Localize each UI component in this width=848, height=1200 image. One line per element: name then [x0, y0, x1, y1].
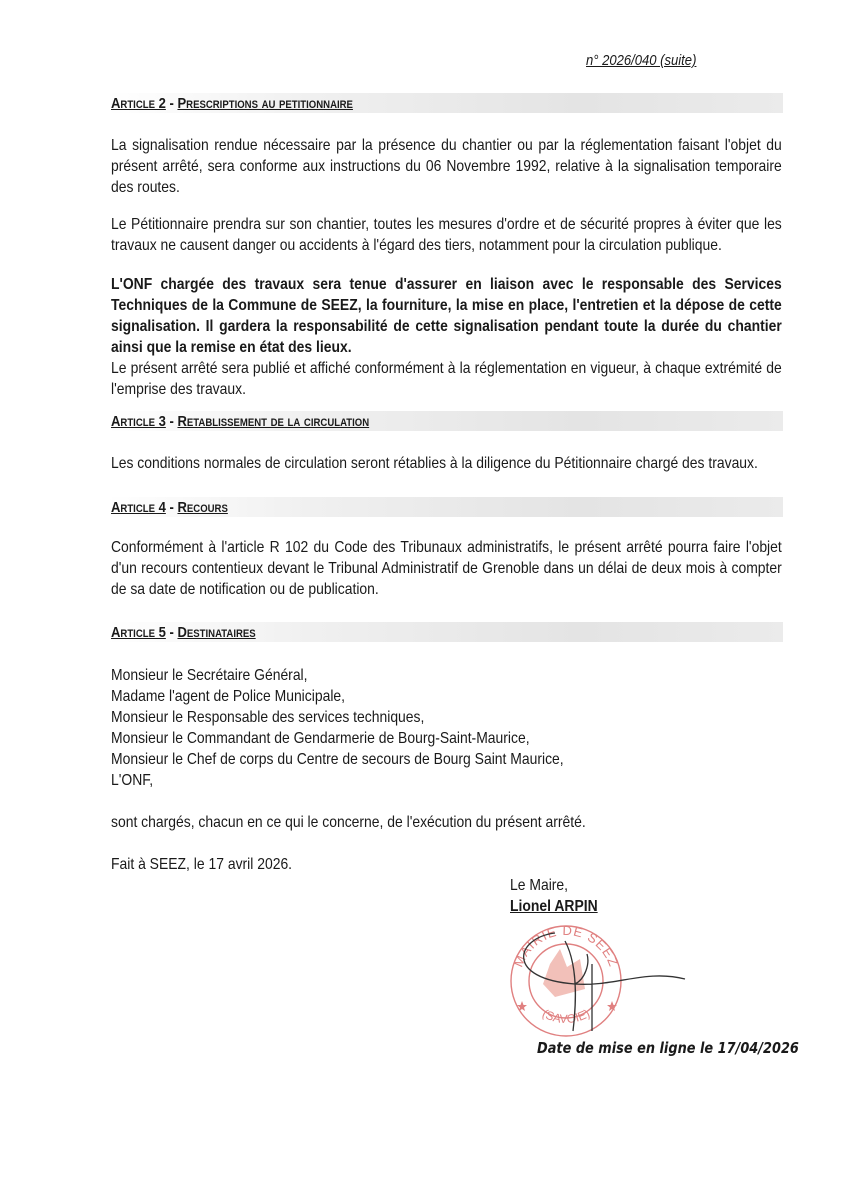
article-title: Recours: [177, 499, 228, 516]
article-number: Article 2: [111, 95, 166, 112]
paragraph: Les conditions normales de circulation seront rétablies à la diligence du Pétitionnaire chargé des travaux.: [111, 455, 758, 472]
article-5-heading: Article 5 - Destinataires: [111, 624, 256, 641]
article-title: Destinataires: [177, 624, 256, 641]
recipient: Monsieur le Secrétaire Général,: [111, 667, 308, 684]
stamp-bottom-text: (SAVOIE): [539, 1006, 593, 1027]
paragraph-bold: L'ONF chargée des travaux sera tenue d'assurer en liaison avec le responsable des Services Techniques de la Commune de SEEZ, la fourniture, la mise en place, l'entretien et la dépose de cette signalisation. Il gardera la responsabilité de cette signalisation pendant toute la durée du chantier ainsi que la remise en état des lieux.: [111, 276, 782, 356]
recipient: Monsieur le Chef de corps du Centre de secours de Bourg Saint Maurice,: [111, 751, 564, 768]
paragraph: Le présent arrêté sera publié et affiché conformément à la réglementation en vigueur, à chaque extrémité de l'emprise des travaux.: [111, 360, 782, 398]
stamp-emblem-icon: [543, 949, 585, 997]
signatory-name: Lionel ARPIN: [510, 898, 598, 915]
recipient: L'ONF,: [111, 772, 154, 789]
signatory-role: Le Maire,: [510, 877, 569, 894]
recipient-list: [111, 665, 782, 791]
star-icon: [607, 1001, 617, 1011]
recipient: Monsieur le Responsable des services techniques,: [111, 709, 425, 726]
paragraph: La signalisation rendue nécessaire par la présence du chantier ou par la réglementation faisant l'objet du présent arrêté, sera conforme aux instructions du 06 Novembre 1992, relative à la signalisation temporaire des routes.: [111, 137, 782, 196]
online-publication-date: Date de mise en ligne le 17/04/2026: [537, 1039, 799, 1057]
stamp-top-text: MAIRIE DE SEEZ: [510, 922, 622, 970]
paragraph: Le Pétitionnaire prendra sur son chantier, toutes les mesures d'ordre et de sécurité propres à éviter que les travaux ne causent danger ou accidents à l'égard des tiers, notamment pour la circulation publique.: [111, 216, 782, 254]
paragraph: Conformément à l'article R 102 du Code des Tribunaux administratifs, le présent arrêté pourra faire l'objet d'un recours contentieux devant le Tribunal Administratif de Grenoble dans un délai de deux mois à compter de sa date de notification ou de publication.: [111, 539, 782, 598]
recipient: Madame l'agent de Police Municipale,: [111, 688, 346, 705]
article-5-heading-bar: [107, 622, 783, 642]
article-number: Article 5: [111, 624, 166, 641]
article-4-heading: Article 4 - Recours: [111, 499, 228, 516]
article-number: Article 4: [111, 499, 166, 516]
document-reference: n° 2026/040 (suite): [586, 52, 697, 69]
recipient: Monsieur le Commandant de Gendarmerie de Bourg-Saint-Maurice,: [111, 730, 530, 747]
article-2-heading-bar: [107, 93, 783, 113]
mairie-stamp-and-signature: [495, 919, 695, 1037]
closing-sentence: sont chargés, chacun en ce qui le concerne, de l'exécution du présent arrêté.: [111, 814, 586, 831]
article-3-heading-bar: [107, 411, 783, 431]
signature-block: [510, 875, 787, 1037]
place-and-date: Fait à SEEZ, le 17 avril 2026.: [111, 856, 293, 873]
article-title: Retablissement de la circulation: [177, 413, 370, 430]
article-title: Prescriptions au petitionnaire: [177, 95, 353, 112]
article-4-heading-bar: [107, 497, 783, 517]
article-2-heading: Article 2 - Prescriptions au petitionnaire: [111, 95, 353, 112]
svg-text:(SAVOIE): [540, 1006, 592, 1026]
article-number: Article 3: [111, 413, 166, 430]
article-3-heading: Article 3 - Retablissement de la circulation: [111, 413, 370, 430]
document-page: [111, 0, 799, 1057]
